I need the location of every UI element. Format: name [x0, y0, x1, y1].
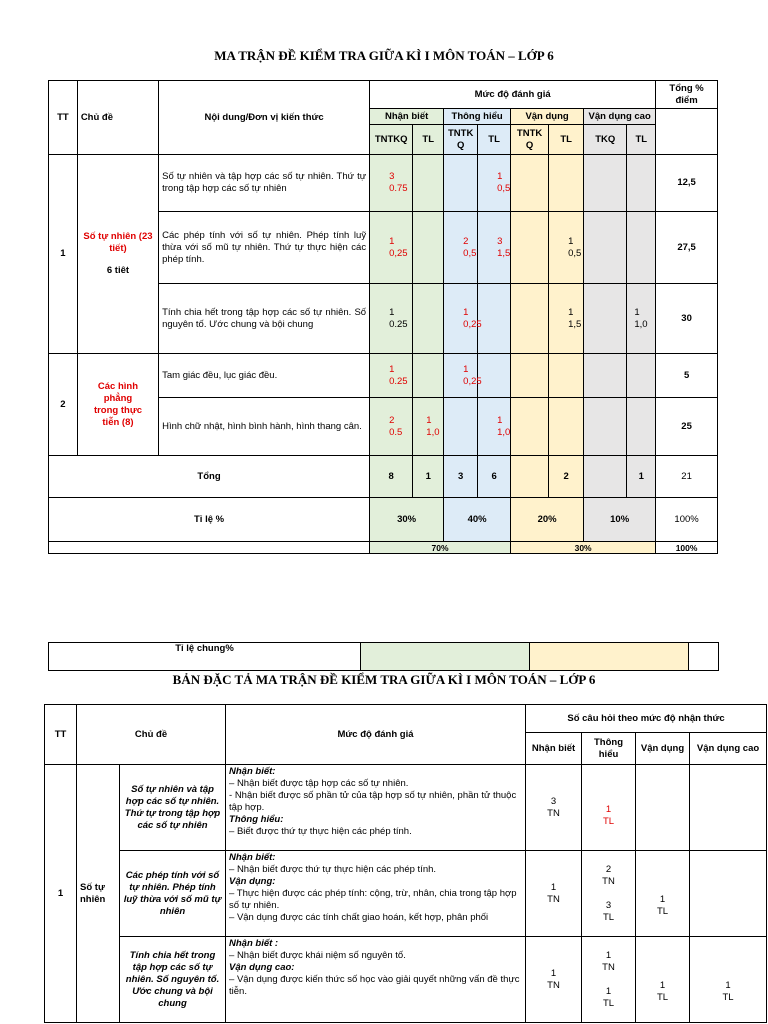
total-value: 8 [370, 456, 413, 498]
row-total: 25 [656, 398, 718, 456]
total-count: 21 [656, 456, 718, 498]
sub-tl: TL [549, 125, 584, 155]
totals-label: Tổng [49, 456, 370, 498]
cell-th-tn: 2 0,5 [444, 212, 478, 284]
sub-tl: TL [413, 125, 444, 155]
matrix-title: MA TRẬN ĐỀ KIỂM TRA GIỮA KÌ I MÔN TOÁN – LỚP 6 [214, 48, 554, 63]
total-value: 1 [627, 456, 656, 498]
level-vdc: Vận dụng cao [584, 109, 656, 125]
sub-tl: TL [478, 125, 511, 155]
spec-col-tt: TT [45, 705, 77, 765]
sub-tnkq: TNTK Q [511, 125, 549, 155]
spec-description: Nhận biết: – Nhận biết được thứ tự thực hiện các phép tính. Vận dụng: – Thực hiện được các phép tính: cộng, trừ, nhân, chia trong tập hợp số tự nhiên. – Vận dụng được các tính chất giao hoán, kết hợp, phân phối [226, 851, 526, 937]
cell-th-tl: 1 0,5 [478, 155, 511, 212]
col-content: Nội dung/Đơn vị kiến thức [159, 81, 370, 155]
topic-label: Số tự nhiên (23 tiết) [83, 231, 153, 254]
spec-subtopic: Số tự nhiên và tập hợp các số tự nhiên. Thứ tự trong tập hợp các số tự nhiên [120, 765, 226, 851]
content-cell: Tam giác đều, lục giác đều. [159, 354, 370, 398]
section-topic [77, 155, 158, 354]
spec-title: BẢN ĐẶC TẢ MA TRẬN ĐỀ KIỂM TRA GIỮA KÌ I MÔN TOÁN – LỚP 6 [172, 672, 596, 687]
topic-note: 6 tiêt [106, 265, 130, 276]
spec-subtopic: Tính chia hết trong tập hợp các số tự nhiên. Số nguyên tố. Ước chung và bội chung [120, 937, 226, 1023]
content-cell: Tính chia hết trong tập hợp các số tự nhiên. Số nguyên tố. Ước chung và bội chung [159, 284, 370, 354]
spec-section-number: 1 [45, 765, 77, 1023]
cell-th-tl: 3 1,5 [478, 212, 511, 284]
level-vd: Vận dụng [511, 109, 584, 125]
cell-nb-tn: 3 0.75 [370, 155, 413, 212]
stray-ratio-row [48, 642, 719, 671]
table-row [45, 765, 767, 851]
cell-th-tn: 1 0,25 [444, 284, 478, 354]
spec-count-vdc: 1 TL [690, 937, 767, 1023]
spec-col-level: Mức độ đánh giá [226, 705, 526, 765]
spec-count-nb: 3 TN [526, 765, 582, 851]
col-tt: TT [49, 81, 78, 155]
ratio-combined-a: 70% [370, 542, 511, 554]
spec-table [44, 704, 767, 1023]
sub-tkq: TKQ [584, 125, 627, 155]
spec-subtopic: Các phép tính với số tự nhiên. Phép tính luỹ thừa với số mũ tự nhiên [120, 851, 226, 937]
section-number: 2 [49, 354, 78, 456]
ratio-vd: 20% [511, 498, 584, 542]
col-topic: Chủ đề [77, 81, 158, 155]
spec-count-th: 2 TN 3 TL [582, 851, 636, 937]
ratio-label: Tỉ lệ % [49, 498, 370, 542]
table-row [49, 155, 718, 212]
spec-col-topic: Chủ đề [77, 705, 226, 765]
table-row [49, 354, 718, 398]
total-value: 1 [413, 456, 444, 498]
cell-vdc-tl: 1 1,0 [627, 284, 656, 354]
ratio-vdc: 10% [584, 498, 656, 542]
level-nb: Nhận biết [370, 109, 444, 125]
stray-label: Tỉ lệ chung% [49, 643, 361, 671]
cell-nb-tn: 1 0.25 [370, 354, 413, 398]
col-total: Tổng % điểm [656, 81, 718, 109]
ratio-combined-total: 100% [656, 542, 718, 554]
row-total: 5 [656, 354, 718, 398]
content-cell: Các phép tính với số tự nhiên. Phép tính luỹ thừa với số mũ tự nhiên. Thứ tự thực hiện các phép tính. [159, 212, 370, 284]
spec-col-th: Thông hiểu [582, 733, 636, 765]
spec-count-vd: 1 TL [636, 851, 690, 937]
total-value: 6 [478, 456, 511, 498]
section-number: 1 [49, 155, 78, 354]
cell-vd-tl: 1 0,5 [549, 212, 584, 284]
content-cell: Số tự nhiên và tập hợp các số tự nhiên. Thứ tự trong tập hợp các số tự nhiên [159, 155, 370, 212]
spec-count-th: 1 TN 1 TL [582, 937, 636, 1023]
spec-col-vdc: Vận dụng cao [690, 733, 767, 765]
row-total: 30 [656, 284, 718, 354]
ratio-combined-b: 30% [511, 542, 656, 554]
level-th: Thông hiểu [444, 109, 511, 125]
spec-topic: Số tự nhiên [77, 765, 120, 1023]
cell-nb-tn: 1 0,25 [370, 212, 413, 284]
cell-th-tn: 1 0,25 [444, 354, 478, 398]
row-total: 27,5 [656, 212, 718, 284]
table-row [45, 851, 767, 937]
spec-description: Nhận biết : – Nhận biết được khái niệm số nguyên tố. Vận dụng cao: – Vận dụng được kiến thức số học vào giải quyết những vấn đề thực tiễn. [226, 937, 526, 1023]
spec-description: Nhận biết: – Nhận biết được tập hợp các số tự nhiên. - Nhận biết được số phần tử của tập hợp số tự nhiên, phần tử thuộc tập hợp. Thông hiểu: – Biết được thứ tự thực hiện các phép tính. [226, 765, 526, 851]
ratio-row [49, 498, 718, 542]
matrix-table [48, 80, 718, 554]
spec-col-count: Số câu hỏi theo mức độ nhận thức [526, 705, 767, 733]
combined-ratio-row [49, 542, 718, 554]
spec-col-nb: Nhận biết [526, 733, 582, 765]
cell-nb-tn: 1 0.25 [370, 284, 413, 354]
col-level: Mức độ đánh giá [370, 81, 656, 109]
ratio-total: 100% [656, 498, 718, 542]
cell-nb-tn: 2 0.5 [370, 398, 413, 456]
cell-vd-tl: 1 1,5 [549, 284, 584, 354]
spec-count-nb: 1 TN [526, 937, 582, 1023]
ratio-nb: 30% [370, 498, 444, 542]
cell-th-tl: 1 1,0 [478, 398, 511, 456]
table-row [45, 937, 767, 1023]
spec-col-vd: Vận dụng [636, 733, 690, 765]
content-cell: Hình chữ nhật, hình bình hành, hình thang cân. [159, 398, 370, 456]
sub-tnkq: TNTKQ [370, 125, 413, 155]
section-topic: Các hình phẳng trong thực tiễn (8) [77, 354, 158, 456]
total-value: 3 [444, 456, 478, 498]
totals-row [49, 456, 718, 498]
row-total: 12,5 [656, 155, 718, 212]
spec-count-th: 1 TL [582, 765, 636, 851]
spec-count-nb: 1 TN [526, 851, 582, 937]
cell-nb-tl: 1 1,0 [413, 398, 444, 456]
sub-tl: TL [627, 125, 656, 155]
spec-count-vd: 1 TL [636, 937, 690, 1023]
total-value: 2 [549, 456, 584, 498]
ratio-th: 40% [444, 498, 511, 542]
sub-tnkq: TNTK Q [444, 125, 478, 155]
